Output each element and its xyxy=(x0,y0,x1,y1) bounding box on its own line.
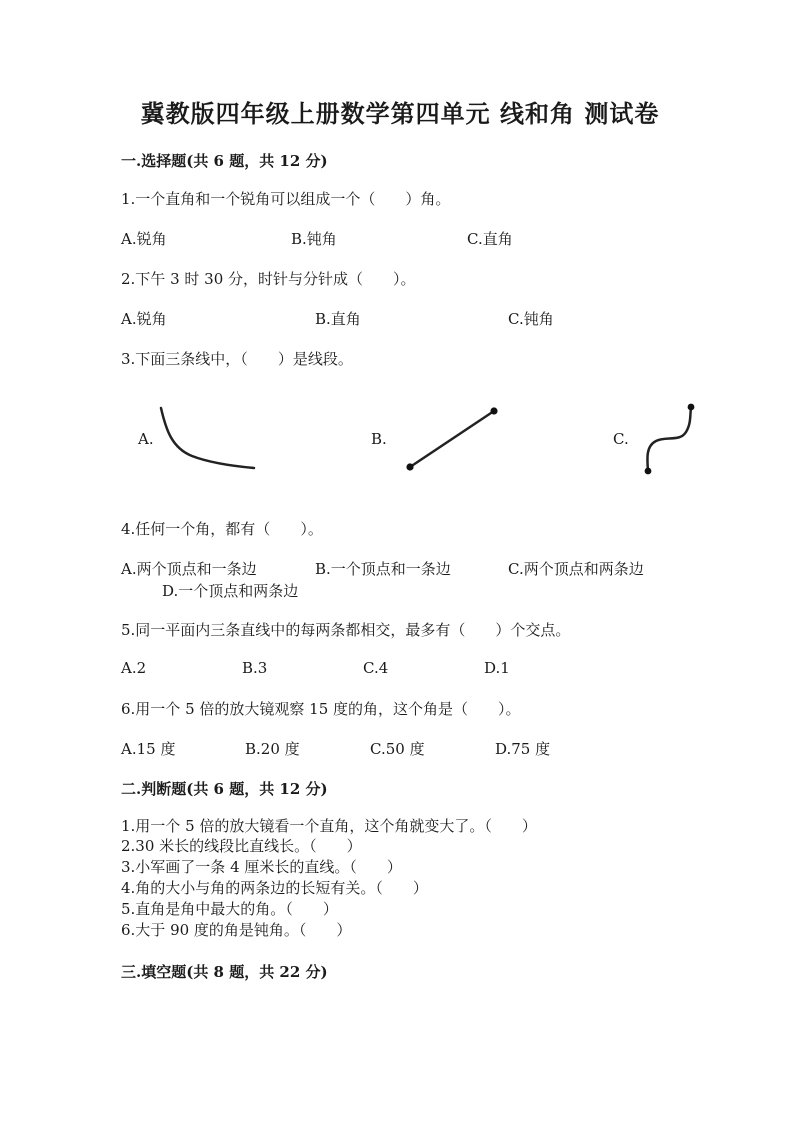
q2-option-a: A.锐角 xyxy=(121,310,167,328)
question-4: 4.任何一个角，都有（ ）。 xyxy=(121,520,323,538)
judge-item-1: 1.用一个 5 倍的放大镜看一个直角，这个角就变大了。（ ） xyxy=(121,817,537,835)
q3-segment-b-endpoint-1 xyxy=(406,463,413,470)
q3-curve-a xyxy=(161,408,254,468)
q3-label-b: B. xyxy=(371,430,387,448)
q3-curve-c-endpoint-1 xyxy=(645,468,652,475)
question-5: 5.同一平面内三条直线中的每两条都相交，最多有（ ）个交点。 xyxy=(121,621,571,639)
q6-option-c: C.50 度 xyxy=(370,740,425,758)
q5-option-a: A.2 xyxy=(121,659,147,677)
page-title: 冀教版四年级上册数学第四单元 线和角 测试卷 xyxy=(140,99,660,128)
judge-item-6: 6.大于 90 度的角是钝角。（ ） xyxy=(121,921,352,939)
q2-option-b: B.直角 xyxy=(315,310,361,328)
q1-option-b: B.钝角 xyxy=(291,230,337,248)
judge-item-2: 2.30 米长的线段比直线长。（ ） xyxy=(121,837,362,855)
section-1-heading: 一.选择题(共 6 题，共 12 分) xyxy=(121,152,328,170)
q3-curve-c-endpoint-2 xyxy=(688,404,695,411)
q5-option-c: C.4 xyxy=(363,659,389,677)
section-3-heading: 三.填空题(共 8 题，共 22 分) xyxy=(121,963,328,981)
question-3: 3.下面三条线中，（ ）是线段。 xyxy=(121,350,353,368)
q5-option-b: B.3 xyxy=(242,659,268,677)
judge-item-4: 4.角的大小与角的两条边的长短有关。（ ） xyxy=(121,879,428,897)
q3-curve-c xyxy=(647,407,691,471)
q1-option-a: A.锐角 xyxy=(121,230,167,248)
q2-option-c: C.钝角 xyxy=(508,310,554,328)
q6-option-b: B.20 度 xyxy=(245,740,300,758)
question-6: 6.用一个 5 倍的放大镜观察 15 度的角，这个角是（ ）。 xyxy=(121,700,521,718)
question-2: 2.下午 3 时 30 分，时针与分针成（ ）。 xyxy=(121,270,416,288)
q6-option-d: D.75 度 xyxy=(495,740,551,758)
judge-item-3: 3.小军画了一条 4 厘米长的直线。（ ） xyxy=(121,858,402,876)
q4-option-c: C.两个顶点和两条边 xyxy=(508,560,644,578)
q4-option-d: D.一个顶点和两条边 xyxy=(162,582,299,600)
q3-label-a: A. xyxy=(138,430,154,448)
q3-label-c: C. xyxy=(613,430,629,448)
q1-option-c: C.直角 xyxy=(467,230,513,248)
q6-option-a: A.15 度 xyxy=(121,740,176,758)
q3-segment-b xyxy=(410,411,494,467)
question-1: 1.一个直角和一个锐角可以组成一个（ ）角。 xyxy=(121,190,451,208)
q4-option-b: B.一个顶点和一条边 xyxy=(315,560,451,578)
q3-segment-b-endpoint-2 xyxy=(490,407,497,414)
judge-item-5: 5.直角是角中最大的角。（ ） xyxy=(121,900,338,918)
q5-option-d: D.1 xyxy=(484,659,510,677)
q4-option-a: A.两个顶点和一条边 xyxy=(121,560,257,578)
section-2-heading: 二.判断题(共 6 题，共 12 分) xyxy=(121,780,328,798)
